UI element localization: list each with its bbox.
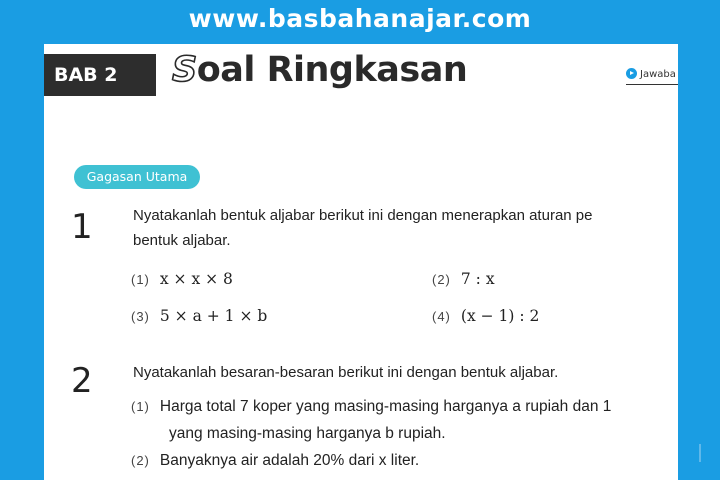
play-icon [626,68,637,79]
question-text-line: Nyatakanlah bentuk aljabar berikut ini dengan menerapkan aturan pe [133,207,593,224]
question-item [432,270,495,288]
question-item [131,270,233,288]
question-item [432,307,539,325]
title-initial: S [172,50,197,90]
item-label: (1) [131,272,150,287]
item-expression: 5 × a + 1 × b [159,307,268,325]
question-number: 1 [71,207,93,247]
document-page [44,44,678,480]
question-item [131,452,419,470]
item-text-line: yang masing-masing harganya b rupiah. [169,425,446,442]
question-text-line: bentuk aljabar. [133,232,231,249]
question-text-line: Nyatakanlah besaran-besaran berikut ini dengan bentuk aljabar. [133,364,559,381]
question-item-continuation [169,425,446,443]
item-label: (1) [131,399,150,414]
question-item [131,307,267,325]
section-badge: Gagasan Utama [74,165,200,189]
item-label: (2) [432,272,451,287]
answer-link[interactable] [626,68,678,85]
item-label: (3) [131,309,150,324]
question-number: 2 [71,361,93,401]
item-expression: (x − 1) : 2 [460,307,540,325]
item-expression: x × x × 8 [159,270,233,288]
item-label: (2) [131,453,150,468]
item-text-line: Harga total 7 koper yang masing-masing harganya a rupiah dan 1 [159,398,612,415]
page-title [172,50,467,90]
item-expression: 7 : x [460,270,495,288]
item-text-line: Banyaknya air adalah 20% dari x liter. [159,452,420,469]
answer-link-label: Jawaba [640,69,676,80]
edge-marker [699,444,701,462]
title-rest: oal Ringkasan [196,50,468,90]
question-item [131,398,611,416]
site-url-banner[interactable]: www.basbahanajar.com [188,4,532,33]
chapter-tab: BAB 2 [44,54,156,96]
item-label: (4) [432,309,451,324]
